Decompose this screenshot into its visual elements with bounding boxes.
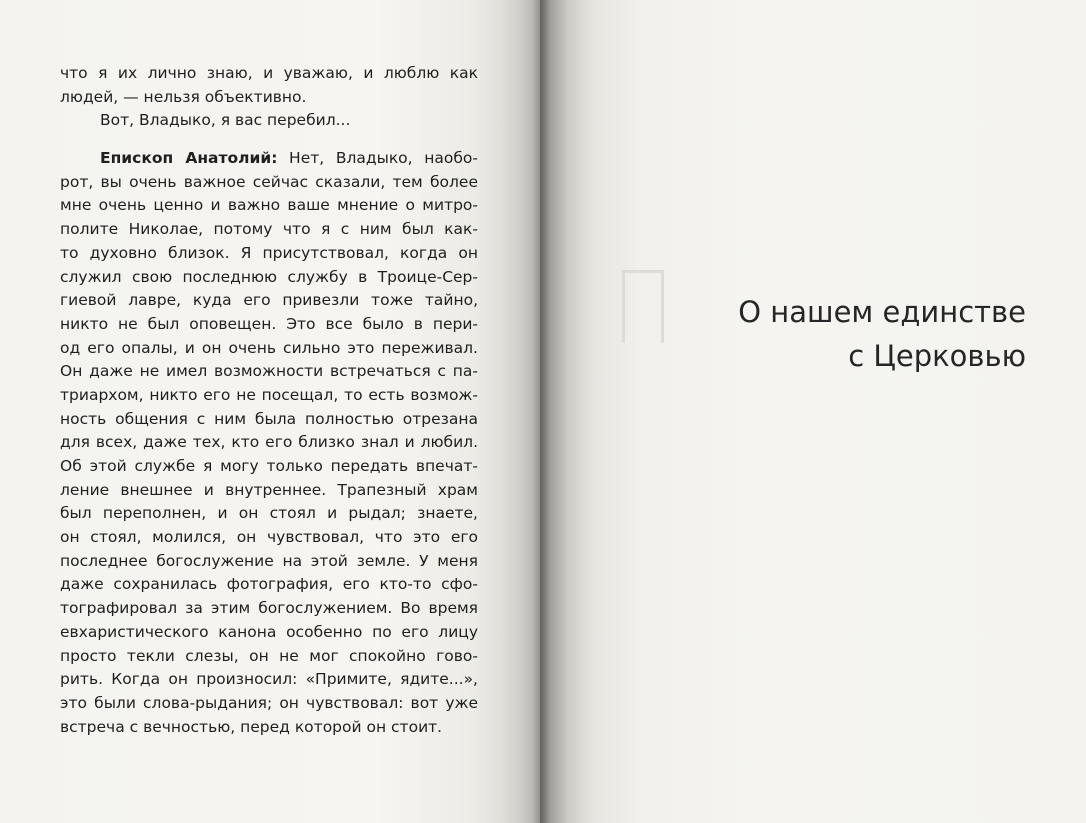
text-line xyxy=(60,645,478,669)
text-line xyxy=(60,716,478,740)
text-line xyxy=(60,692,478,716)
chapter-title xyxy=(606,290,1026,378)
text-line xyxy=(60,86,478,110)
text-line xyxy=(60,147,478,171)
text-line xyxy=(60,573,478,597)
chapter-title-line: О нашем единстве xyxy=(738,295,1026,329)
text-line xyxy=(60,455,478,479)
text-line xyxy=(60,242,478,266)
text-line-content: рот, вы очень важное сейчас сказали, тем более xyxy=(60,172,478,191)
text-line xyxy=(60,218,478,242)
right-page xyxy=(540,0,1086,823)
text-line-content: он стоял, молился, он чувствовал, что это его xyxy=(60,528,478,547)
text-line-content: просто текли слезы, он не мог спокойно гово- xyxy=(60,646,478,665)
text-line-content: последнее богослужение на этой земле. У меня xyxy=(60,551,478,570)
text-line-content: триархом, никто его не посещал, то есть возмож- xyxy=(60,385,478,404)
body-text xyxy=(60,62,478,739)
text-line-content: даже сохранилась фотография, его кто-то сфо- xyxy=(60,575,478,594)
text-line xyxy=(60,479,478,503)
text-line-content: это были слова-рыдания; он чувствовал: вот уже xyxy=(60,693,478,712)
text-line-content: од его опалы, и он очень сильно это переживал. xyxy=(60,338,478,357)
text-line-content: тографировал за этим богослужением. Во время xyxy=(60,599,478,618)
text-line-content: что я их лично знаю, и уважаю, и люблю как xyxy=(60,64,478,82)
text-line xyxy=(60,384,478,408)
text-line-content: то духовно близок. Я присутствовал, когда он xyxy=(60,243,478,262)
text-line xyxy=(60,360,478,384)
text-line xyxy=(60,431,478,455)
text-line-content: служил свою последнюю службу в Троице-Сер- xyxy=(60,267,478,286)
text-line xyxy=(60,597,478,621)
text-line-content: Об этой службе я могу только передать впечат- xyxy=(60,457,478,475)
text-line-content: рить. Когда он произносил: «Примите, ядите...», xyxy=(60,670,478,689)
text-line xyxy=(60,266,478,290)
text-line xyxy=(60,62,478,86)
text-line-content: людей, — нельзя объективно. xyxy=(60,87,307,106)
text-line xyxy=(60,171,478,195)
text-line-content: евхаристического канона особенно по его лицу xyxy=(60,622,478,641)
chapter-title-line: с Церковью xyxy=(848,339,1026,373)
text-line xyxy=(60,550,478,574)
speaker-name: Епископ Анатолий: xyxy=(100,149,278,168)
text-line xyxy=(60,313,478,337)
text-line xyxy=(60,109,478,133)
text-line-content: мне очень ценно и важно ваше мнение о митро- xyxy=(60,196,478,215)
text-line-content: ность общения с ним была полностью отрезана xyxy=(60,409,478,428)
text-line-content: встреча с вечностью, перед которой он стоит. xyxy=(60,717,443,736)
text-line-content: для всех, даже тех, кто его близко знал и любил. xyxy=(60,433,478,452)
text-line-content: Он даже не имел возможности встречаться с па- xyxy=(60,362,478,381)
text-line-content: был переполнен, и он стоял и рыдал; знаете, xyxy=(60,504,478,523)
text-line-content: Нет, Владыко, наобо- xyxy=(277,149,478,168)
text-line xyxy=(60,194,478,218)
text-line xyxy=(60,526,478,550)
text-line xyxy=(60,621,478,645)
text-line xyxy=(60,337,478,361)
text-line xyxy=(60,668,478,692)
text-line xyxy=(60,408,478,432)
text-line-content: полите Николае, потому что я с ним был как- xyxy=(60,220,478,239)
book-gutter xyxy=(500,0,580,823)
text-line xyxy=(60,289,478,313)
text-line-content: гиевой лавре, куда его привезли тоже тайно, xyxy=(60,291,478,310)
text-line-content: никто не был оповещен. Это все было в пери- xyxy=(60,314,478,333)
text-line-content: ление внешнее и внутреннее. Трапезный храм xyxy=(60,480,478,499)
paragraph-gap xyxy=(60,133,478,147)
text-line xyxy=(60,502,478,526)
text-line-content: Вот, Владыко, я вас перебил... xyxy=(100,111,351,130)
